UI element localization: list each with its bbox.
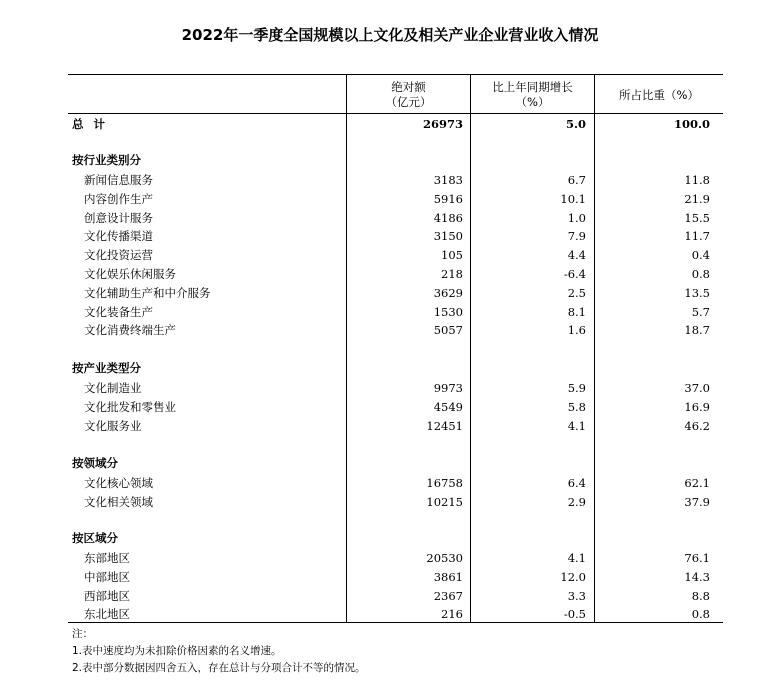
row-amount: 12451 — [426, 418, 463, 433]
row-label: 文化娱乐休闲服务 — [84, 267, 176, 281]
top-rule — [68, 74, 723, 75]
header-amount-line2: （亿元） — [385, 95, 432, 109]
row-label: 文化投资运营 — [84, 248, 153, 263]
row-amount: 2367 — [433, 588, 463, 603]
table-row — [68, 190, 723, 209]
row-amount: 218 — [441, 267, 463, 281]
table-row — [68, 474, 723, 493]
row-growth: 2.5 — [567, 285, 586, 300]
row-share: 18.7 — [684, 323, 710, 338]
row-label: 文化相关领域 — [84, 494, 153, 509]
row-share: 62.1 — [684, 476, 710, 490]
section-heading: 按区域分 — [72, 531, 118, 545]
row-growth: 12.0 — [560, 569, 586, 584]
row-growth: -0.5 — [563, 607, 586, 622]
row-share: 11.7 — [684, 229, 710, 244]
header-share — [595, 77, 723, 113]
row-label: 创意设计服务 — [84, 210, 153, 225]
column-divider — [346, 74, 347, 622]
header-growth-line1: 比上年同期增长 — [492, 80, 573, 94]
table-row — [68, 379, 723, 398]
row-amount: 4186 — [433, 210, 463, 225]
column-divider — [470, 74, 471, 622]
table-row — [68, 246, 723, 265]
table-title: 2022年一季度全国规模以上文化及相关产业企业营业收入情况 — [181, 26, 599, 44]
notes — [72, 626, 366, 677]
table-row — [68, 398, 723, 417]
row-share: 11.8 — [684, 173, 710, 187]
row-label: 东部地区 — [84, 551, 130, 565]
row-share: 76.1 — [684, 551, 710, 565]
notes-heading: 注： — [72, 628, 93, 640]
header-amount — [347, 77, 470, 113]
row-growth: 5.8 — [567, 399, 586, 414]
table-row — [68, 265, 723, 284]
row-share: 8.8 — [691, 588, 710, 603]
row-amount: 105 — [441, 248, 463, 263]
row-growth: 6.4 — [567, 476, 586, 490]
row-amount: 3150 — [433, 229, 463, 244]
table-row — [68, 605, 723, 624]
row-amount: 3183 — [433, 173, 463, 187]
row-growth: 4.1 — [567, 551, 586, 565]
row-label: 内容创作生产 — [84, 191, 153, 206]
row-amount: 5057 — [433, 323, 463, 338]
row-label: 西部地区 — [84, 588, 130, 603]
row-label: 文化装备生产 — [84, 304, 153, 319]
row-label: 文化批发和零售业 — [84, 399, 176, 414]
total-growth: 5.0 — [565, 117, 586, 131]
row-growth: 6.7 — [567, 173, 586, 187]
row-growth: 10.1 — [560, 191, 586, 206]
row-share: 15.5 — [684, 210, 710, 225]
row-label: 文化传播渠道 — [84, 229, 153, 244]
note-item: 1.表中速度均为未扣除价格因素的名义增速。 — [72, 645, 282, 657]
table-row — [68, 568, 723, 587]
section-heading: 按产业类型分 — [72, 361, 141, 375]
note-item: 2.表中部分数据因四舍五入，存在总计与分项合计不等的情况。 — [72, 662, 366, 674]
section-heading: 按行业类别分 — [72, 153, 141, 167]
row-growth: 5.9 — [567, 381, 586, 395]
column-divider — [594, 74, 595, 622]
row-share: 21.9 — [684, 191, 710, 206]
table-row — [68, 493, 723, 512]
row-label: 文化消费终端生产 — [84, 323, 176, 338]
row-share: 14.3 — [684, 569, 710, 584]
row-growth: 3.3 — [567, 588, 586, 603]
row-amount: 3861 — [433, 569, 463, 584]
row-share: 0.4 — [691, 248, 710, 263]
row-share: 0.8 — [691, 267, 710, 281]
row-label: 中部地区 — [84, 569, 130, 584]
row-label: 文化服务业 — [84, 418, 142, 433]
table-row — [68, 417, 723, 436]
row-growth: 4.4 — [567, 248, 586, 263]
row-growth: 1.0 — [567, 210, 586, 225]
row-growth: 8.1 — [567, 304, 586, 319]
table-row — [68, 284, 723, 303]
row-amount: 20530 — [426, 551, 463, 565]
table-row — [68, 209, 723, 228]
total-label: 总计 — [72, 117, 115, 131]
row-share: 46.2 — [684, 418, 710, 433]
header-amount-line1: 绝对额 — [391, 80, 426, 94]
row-amount: 10215 — [426, 494, 463, 509]
header-growth — [471, 77, 594, 113]
row-share: 16.9 — [684, 399, 710, 414]
row-growth: -6.4 — [563, 267, 586, 281]
table-row — [68, 171, 723, 190]
table-row — [68, 321, 723, 340]
row-amount: 5916 — [433, 191, 463, 206]
row-growth: 1.6 — [567, 323, 586, 338]
header-rule — [68, 113, 723, 114]
row-amount: 16758 — [426, 476, 463, 490]
row-amount: 1530 — [433, 304, 463, 319]
table-row — [68, 303, 723, 322]
row-share: 37.9 — [684, 494, 710, 509]
row-amount: 9973 — [433, 381, 463, 395]
table-row — [68, 227, 723, 246]
row-share: 13.5 — [684, 285, 710, 300]
table-row — [68, 587, 723, 606]
total-share: 100.0 — [673, 117, 710, 131]
header-growth-line2: （%） — [515, 95, 550, 109]
row-label: 东北地区 — [84, 607, 130, 622]
row-label: 新闻信息服务 — [84, 173, 153, 187]
table-row — [68, 549, 723, 568]
header-share-label: 所占比重（%） — [619, 87, 699, 102]
total-amount: 26973 — [422, 117, 463, 131]
row-label: 文化辅助生产和中介服务 — [84, 285, 211, 300]
row-amount: 216 — [441, 607, 463, 622]
row-amount: 4549 — [433, 399, 463, 414]
section-heading: 按领域分 — [72, 456, 118, 470]
total-row — [68, 115, 723, 134]
row-amount: 3629 — [433, 285, 463, 300]
row-growth: 4.1 — [567, 418, 586, 433]
row-share: 0.8 — [691, 607, 710, 622]
row-label: 文化制造业 — [84, 381, 142, 395]
row-share: 37.0 — [684, 381, 710, 395]
row-growth: 7.9 — [567, 229, 586, 244]
row-label: 文化核心领域 — [84, 476, 153, 490]
row-share: 5.7 — [691, 304, 710, 319]
row-growth: 2.9 — [567, 494, 586, 509]
